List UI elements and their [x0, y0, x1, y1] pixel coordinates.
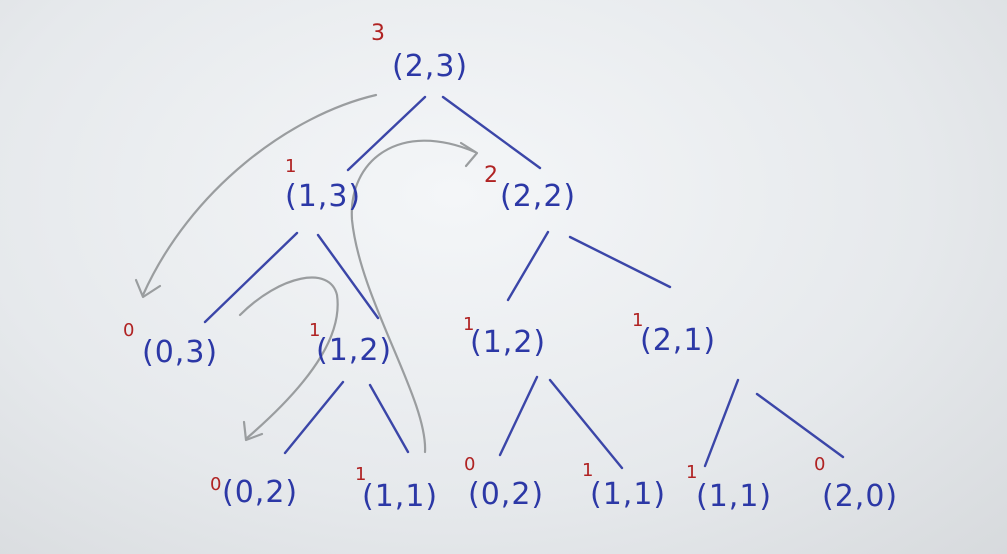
edge-l2c-d — [550, 380, 622, 468]
node-l2-a: (0,3) — [142, 335, 219, 370]
count-l2-d: 1 — [632, 310, 644, 331]
count-l3-f: 0 — [814, 454, 826, 475]
count-l1-right: 2 — [484, 163, 498, 188]
node-root: (2,3) — [392, 49, 469, 84]
node-l3-d: (1,1) — [590, 477, 667, 512]
edge-root-l1right — [443, 97, 540, 168]
edge-l1left-a — [205, 233, 297, 322]
edge-l1left-b — [318, 235, 378, 318]
edge-l1right-c — [508, 232, 548, 300]
count-root: 3 — [371, 21, 385, 46]
count-l3-d: 1 — [582, 460, 594, 481]
node-l1-right: (2,2) — [500, 179, 577, 214]
tree-edges — [205, 97, 843, 468]
count-l2-c: 1 — [463, 314, 475, 335]
count-l2-b: 1 — [309, 320, 321, 341]
node-l2-d: (2,1) — [640, 323, 717, 358]
node-l3-e: (1,1) — [696, 479, 773, 514]
node-l1-left: (1,3) — [285, 179, 362, 214]
arrowhead-l3a — [244, 422, 262, 440]
edge-l1right-d — [570, 237, 670, 287]
node-l2-b: (1,2) — [316, 333, 393, 368]
count-l3-b: 1 — [355, 464, 367, 485]
node-l3-f: (2,0) — [822, 479, 899, 514]
node-l2-c: (1,2) — [470, 325, 547, 360]
count-l1-left: 1 — [285, 156, 297, 177]
edge-l2d-f — [757, 394, 843, 457]
count-l3-c: 0 — [464, 454, 476, 475]
node-l3-c: (0,2) — [468, 477, 545, 512]
node-l3-b: (1,1) — [362, 479, 439, 514]
count-l3-e: 1 — [686, 462, 698, 483]
edge-l2b-b — [370, 385, 408, 452]
arrow-l3b-to-l1right — [352, 141, 475, 452]
node-l3-a: (0,2) — [222, 475, 299, 510]
edge-l2c-c — [500, 377, 537, 455]
edge-l2d-e — [705, 380, 738, 466]
count-l2-a: 0 — [123, 320, 135, 341]
traversal-arrows — [136, 95, 477, 452]
count-l3-a: 0 — [210, 474, 222, 495]
edge-root-l1left — [348, 97, 425, 170]
